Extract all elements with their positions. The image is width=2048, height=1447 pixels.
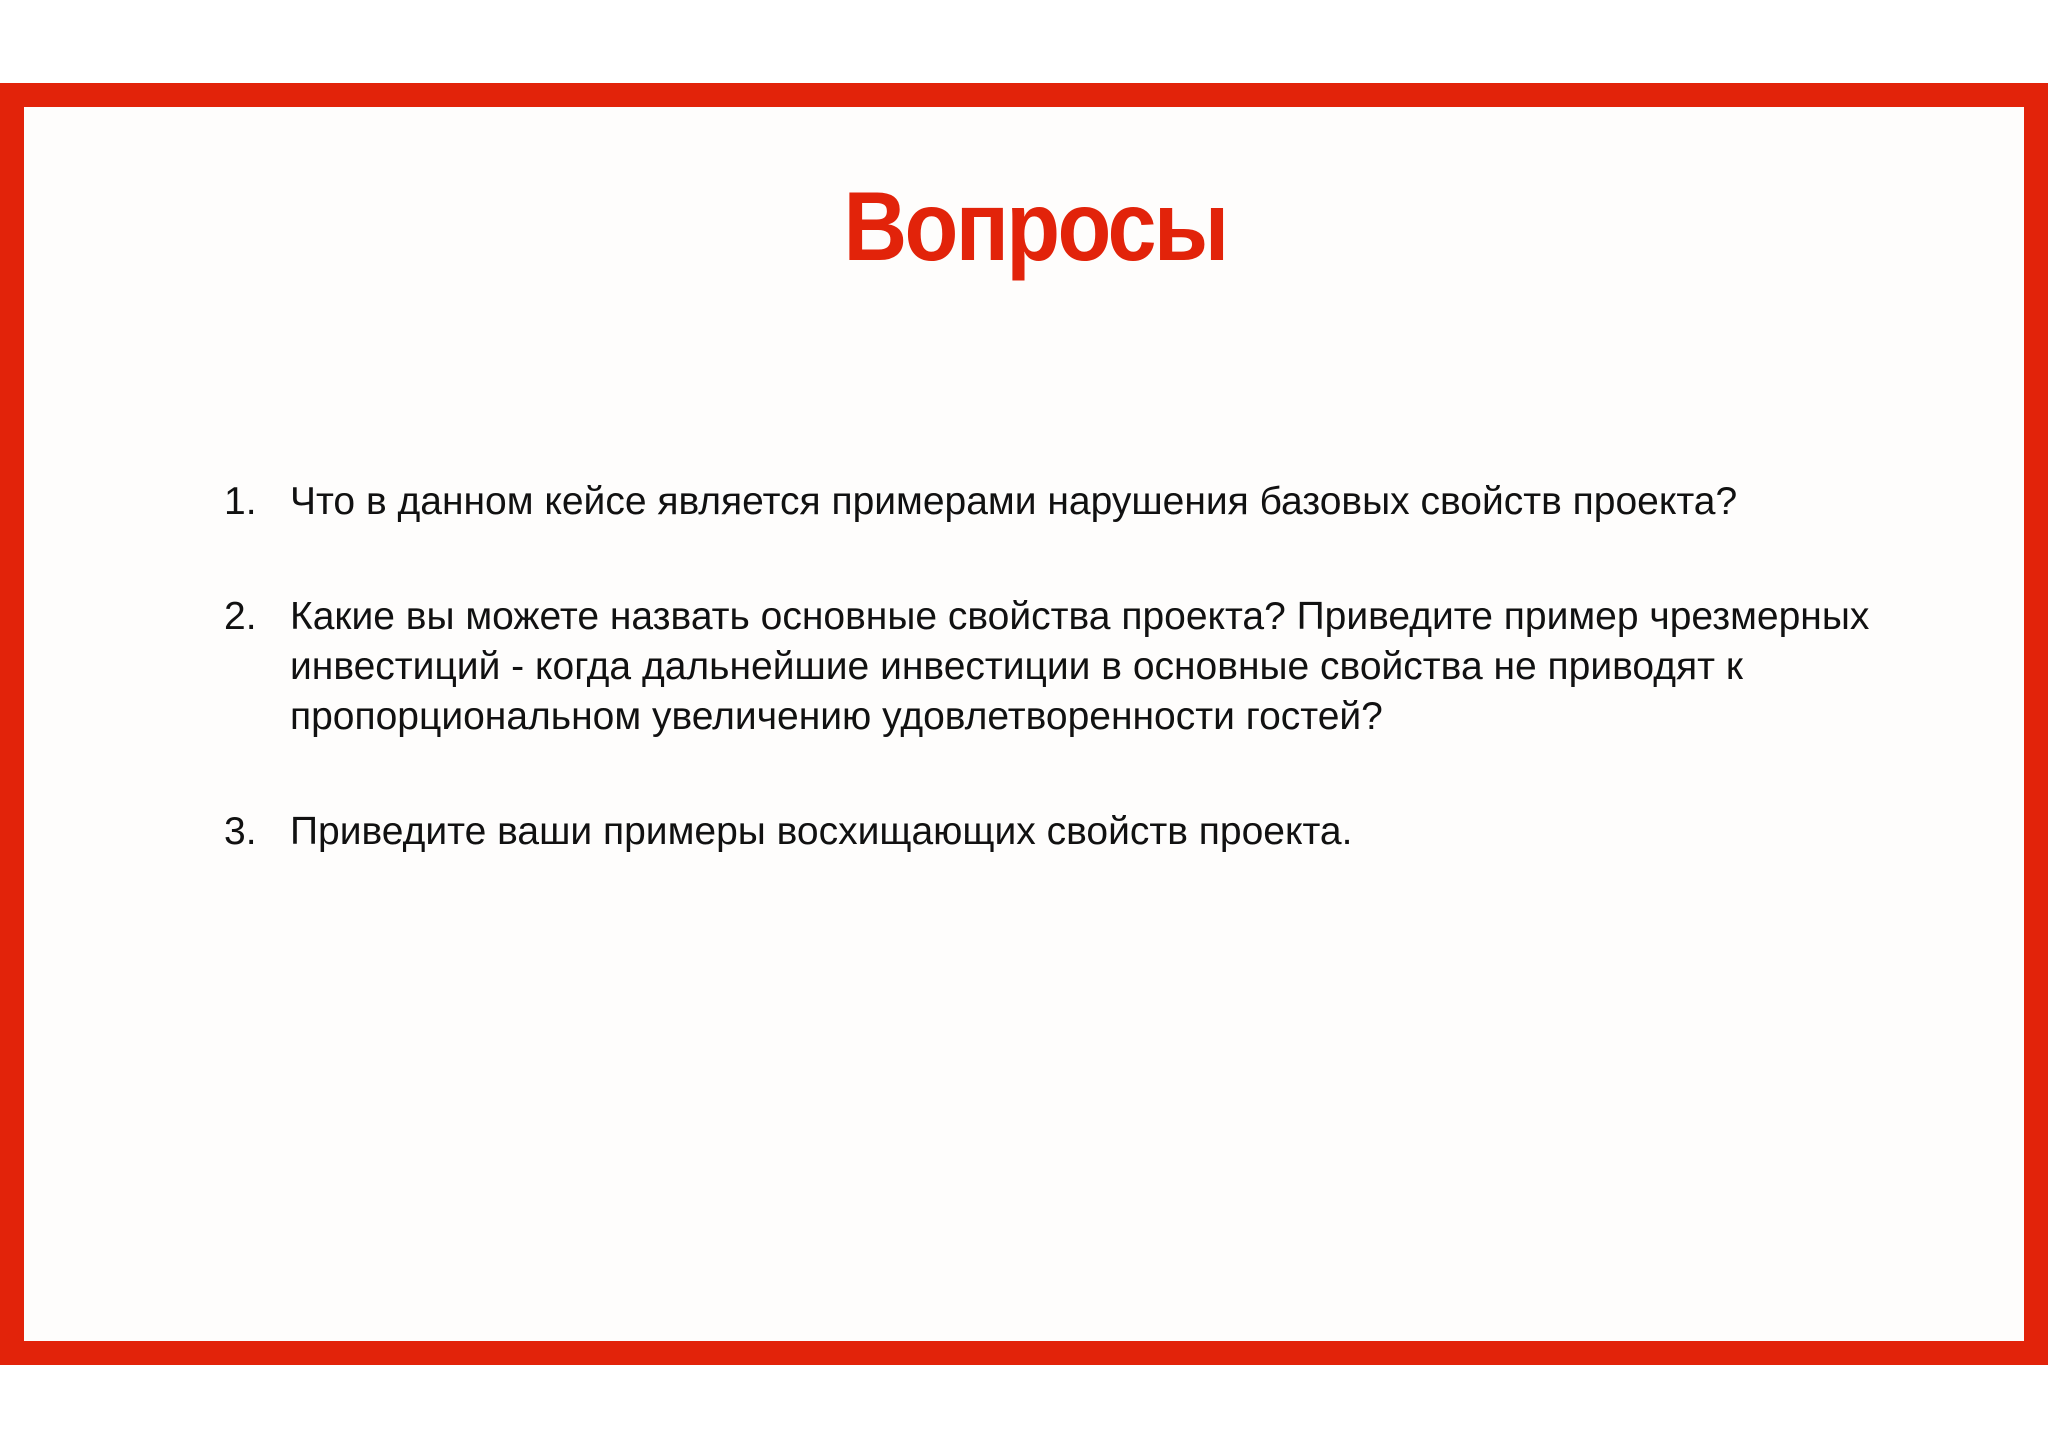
question-item	[224, 807, 1944, 857]
question-item	[224, 477, 1944, 527]
question-text: Что в данном кейсе является примерами нарушения базовых свойств проекта?	[290, 480, 1738, 523]
question-number: 1.	[224, 480, 257, 523]
question-number: 2.	[224, 595, 257, 638]
question-list	[224, 477, 1944, 922]
question-text: Какие вы можете назвать основные свойства проекта? Приведите пример чрезмерных инвестиций - когда дальнейшие инвестиции в основные свойства не приводят к пропорциональном увеличению удовлетворенности гостей?	[290, 595, 1870, 738]
question-number: 3.	[224, 810, 257, 853]
slide-title: Вопросы	[843, 171, 1227, 281]
question-text: Приведите ваши примеры восхищающих свойств проекта.	[290, 810, 1353, 853]
slide-frame	[0, 83, 2046, 1365]
question-item	[224, 592, 1944, 742]
